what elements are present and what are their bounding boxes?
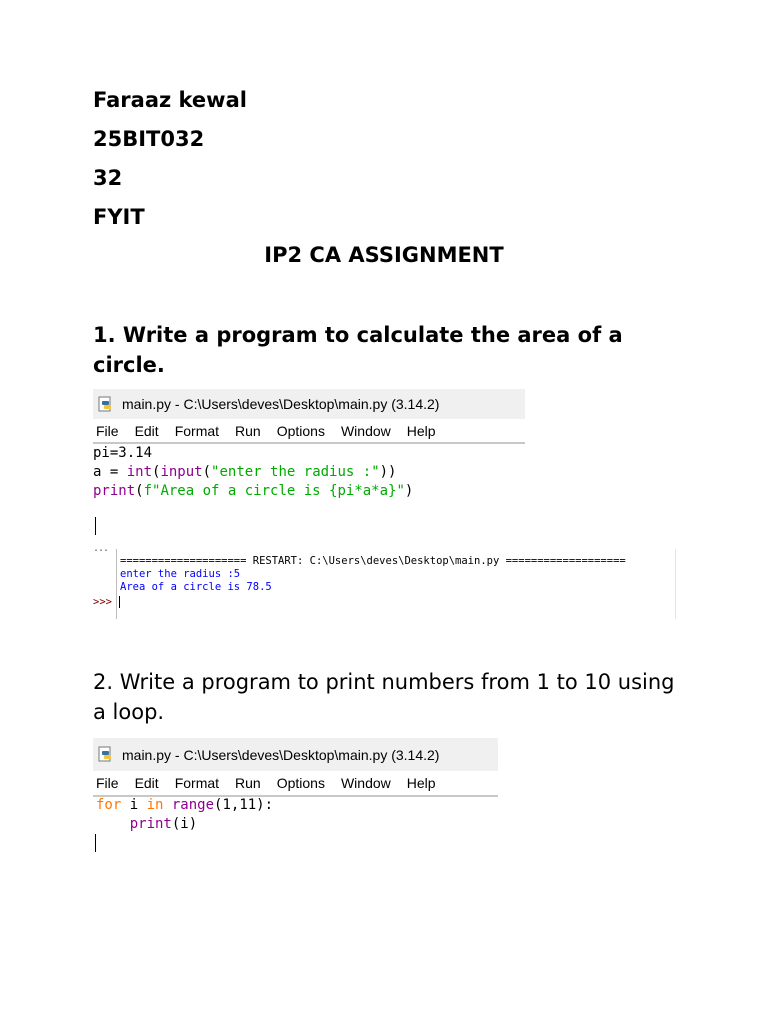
menu-format[interactable]: Format (174, 775, 220, 791)
idle-editor-window-1 (93, 389, 525, 519)
page-title: IP2 CA ASSIGNMENT (264, 243, 504, 267)
title-bar (93, 738, 498, 771)
question-2: 2. Write a program to print numbers from 1 to 10 using a loop. (93, 670, 675, 724)
menu-help[interactable]: Help (406, 775, 436, 791)
menu-edit[interactable]: Edit (134, 422, 159, 439)
shell-output-2: Area of a circle is 78.5 (120, 581, 272, 593)
menu-run[interactable]: Run (235, 422, 261, 439)
shell-prompt: >>> (93, 596, 112, 608)
code-area[interactable] (96, 796, 273, 834)
title-bar (93, 389, 525, 419)
window-title: main.py - C:\Users\deves\Desktop\main.py (3.14.2) (122, 746, 440, 763)
class-name: FYIT (93, 205, 145, 229)
restart-line: ==================== RESTART: C:\Users\deves\Desktop\main.py =================== (120, 555, 626, 567)
student-id: 25BIT032 (93, 127, 205, 151)
menu-file[interactable]: File (96, 775, 119, 791)
idle-editor-window-2 (93, 738, 498, 856)
shell-cursor (119, 596, 120, 608)
python-file-icon (97, 746, 114, 763)
code-line-1: pi=3.14 (93, 445, 153, 461)
python-file-icon (97, 396, 114, 413)
code-line-1: for i in range(1,11): (96, 797, 274, 813)
menu-run[interactable]: Run (235, 775, 261, 791)
menu-window[interactable]: Window (340, 775, 391, 791)
menu-format[interactable]: Format (174, 422, 220, 439)
menu-file[interactable]: File (96, 422, 119, 439)
shell-gutter-divider (116, 549, 117, 619)
menu-bar (93, 419, 525, 444)
student-name: Faraaz kewal (93, 88, 247, 112)
shell-right-edge (675, 549, 676, 619)
menu-edit[interactable]: Edit (134, 775, 159, 791)
code-line-3: print(f"Area of a circle is {pi*a*a}") (93, 483, 414, 499)
idle-shell-output (93, 543, 676, 619)
window-title: main.py - C:\Users\deves\Desktop\main.py (3.14.2) (122, 396, 440, 412)
text-cursor (95, 517, 96, 535)
menu-options[interactable]: Options (276, 422, 325, 439)
menu-help[interactable]: Help (406, 422, 436, 439)
question-1: 1. Write a program to calculate the area of a circle. (93, 323, 623, 377)
code-area[interactable] (93, 444, 413, 501)
text-cursor (95, 834, 96, 852)
roll-number: 32 (93, 166, 123, 190)
menu-bar (93, 771, 498, 797)
code-line-2: print(i) (129, 816, 198, 832)
menu-window[interactable]: Window (340, 422, 391, 439)
menu-options[interactable]: Options (276, 775, 325, 791)
shell-output-1: enter the radius :5 (120, 568, 241, 580)
gutter-dots: ... (93, 543, 109, 554)
code-line-2: a = int(input("enter the radius :")) (93, 464, 397, 480)
